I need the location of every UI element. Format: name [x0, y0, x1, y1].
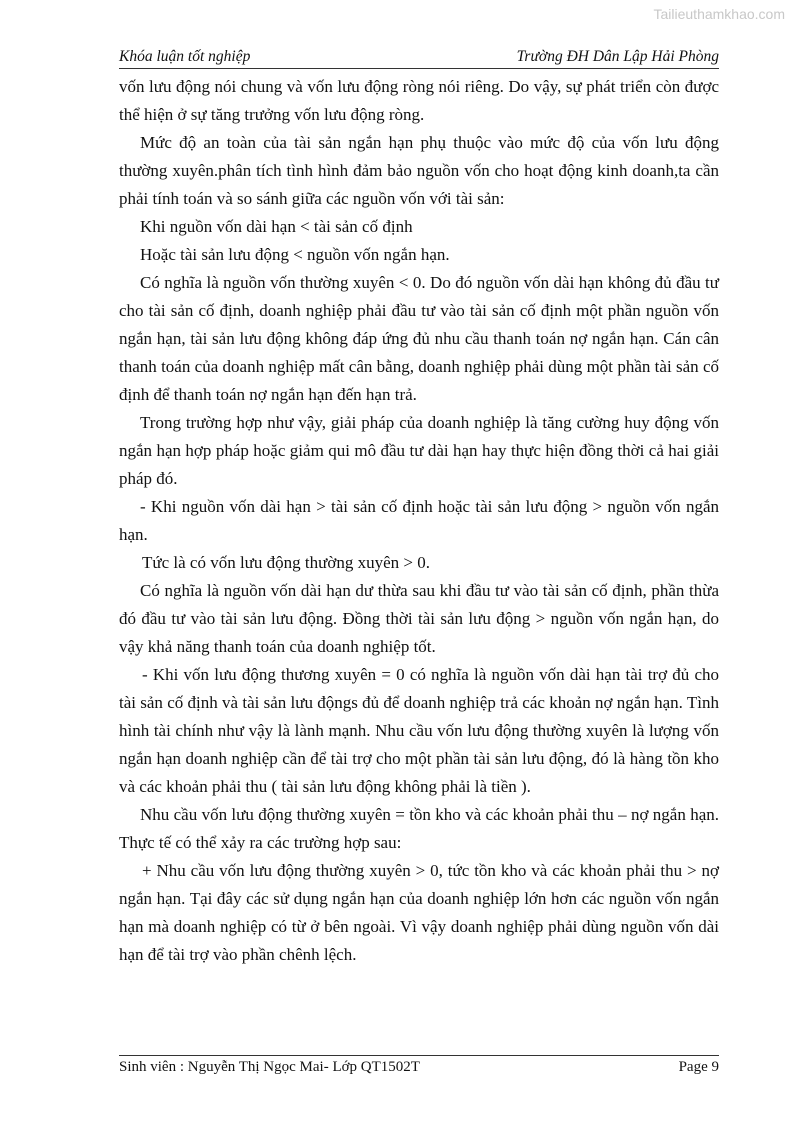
document-body	[119, 73, 719, 969]
paragraph: Có nghĩa là nguồn vốn dài hạn dư thừa sau khi đầu tư vào tài sản cố định, phần thừa đó đầu tư vào tài sản lưu động. Đồng thời tài sản lưu động > nguồn vốn ngắn hạn, do vậy khả năng thanh toán của doanh nghiệp tốt.	[119, 581, 719, 656]
paragraph: - Khi nguồn vốn dài hạn > tài sản cố định hoặc tài sản lưu động > nguồn vốn ngắn hạn.	[119, 497, 719, 544]
paragraph: Tức là có vốn lưu động thường xuyên > 0.	[142, 553, 430, 572]
header-left: Khóa luận tốt nghiệp	[119, 48, 251, 65]
page-footer	[119, 1055, 719, 1076]
header-right: Trường ĐH Dân Lập Hải Phòng	[516, 48, 719, 65]
paragraph: Hoặc tài sản lưu động < nguồn vốn ngắn hạn.	[140, 245, 450, 264]
paragraph: Nhu cầu vốn lưu động thường xuyên = tồn kho và các khoản phải thu – nợ ngắn hạn. Thực tế có thể xảy ra các trường hợp sau:	[119, 805, 719, 852]
paragraph: Có nghĩa là nguồn vốn thường xuyên < 0. Do đó nguồn vốn dài hạn không đủ đầu tư cho tài sản cố định, doanh nghiệp phải đầu tư vào tài sản cố định một phần nguồn vốn ngắn hạn, tài sản lưu động không đáp ứng đủ nhu cầu thanh toán nợ ngắn hạn. Cán cân thanh toán của doanh nghiệp mất cân bằng, doanh nghiệp phải dùng một phần tài sản cố định để thanh toán nợ ngắn hạn đến hạn trả.	[119, 273, 719, 404]
paragraph: + Nhu cầu vốn lưu động thường xuyên > 0, tức tồn kho và các khoản phải thu > nợ ngắn hạn. Tại đây các sử dụng ngắn hạn của doanh nghiệp lớn hơn các nguồn vốn ngắn hạn mà doanh nghiệp có từ ở bên ngoài. Vì vậy doanh nghiệp phải dùng nguồn vốn dài hạn để tài trợ vào phần chênh lệch.	[119, 861, 719, 964]
paragraph: Trong trường hợp như vậy, giải pháp của doanh nghiệp là tăng cường huy động vốn ngắn hạn hợp pháp hoặc giảm qui mô đầu tư dài hạn hay thực hiện đồng thời cả hai giải pháp đó.	[119, 413, 719, 488]
paragraph: Mức độ an toàn của tài sản ngắn hạn phụ thuộc vào mức độ của vốn lưu động thường xuyên.phân tích tình hình đảm bảo nguồn vốn cho hoạt động kinh doanh,ta cần phải tính toán và so sánh giữa các nguồn vốn với tài sản:	[119, 133, 719, 208]
page-number: Page 9	[678, 1059, 719, 1075]
page-header	[119, 48, 719, 69]
paragraph: Khi nguồn vốn dài hạn < tài sản cố định	[140, 217, 413, 236]
footer-student: Sinh viên : Nguyễn Thị Ngọc Mai- Lớp QT1502T	[119, 1059, 420, 1075]
paragraph: - Khi vốn lưu động thương xuyên = 0 có nghĩa là nguồn vốn dài hạn tài trợ đủ cho tài sản cố định và tài sản lưu độngs đủ để doanh nghiệp trả các khoản nợ ngắn hạn. Tình hình tài chính như vậy là lành mạnh. Nhu cầu vốn lưu động thường xuyên là lượng vốn ngắn hạn doanh nghiệp cần để tài trợ cho một phần tài sản lưu động, đó là hàng tồn kho và các khoản phải thu ( tài sản lưu động không phải là tiền ).	[119, 665, 719, 796]
paragraph: vốn lưu động nói chung và vốn lưu động ròng nói riêng. Do vậy, sự phát triển còn được thể hiện ở sự tăng trưởng vốn lưu động ròng.	[119, 77, 719, 124]
watermark: Tailieuthamkhao.com	[653, 6, 785, 22]
